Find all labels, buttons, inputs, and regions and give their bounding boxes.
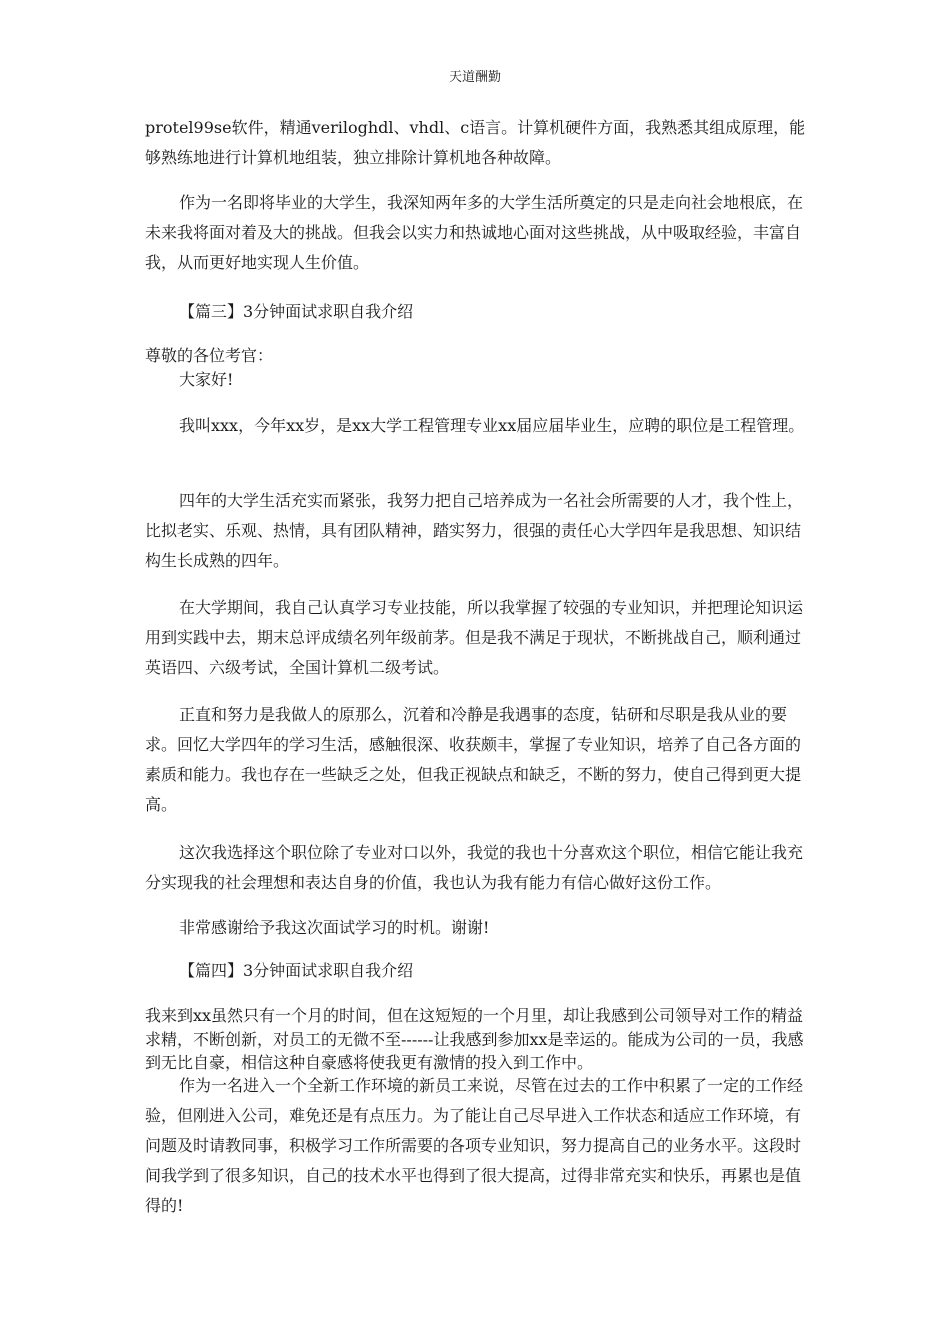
section-title-3: 【篇三】3分钟面试求职自我介绍: [179, 302, 414, 321]
paragraph-character: [145, 700, 810, 820]
paragraph-graduate: [145, 188, 810, 278]
paragraph-new-employee: [145, 1071, 810, 1221]
paragraph-text: protel99se软件，精通veriloghdl、vhdl、c语言。计算机硬件方面，我熟悉其组成原理，能够熟练地进行计算机地组装，独立排除计算机地各种故障。: [145, 118, 806, 167]
salutation-block: [145, 344, 810, 391]
paragraph-text: 在大学期间，我自己认真学习专业技能，所以我掌握了较强的专业知识，并把理论知识运用到实践中去，期末总评成绩名列年级前茅。但是我不满足于现状，不断挑战自己，顺利通过英语四、六级考试，全国计算机二级考试。: [145, 598, 804, 677]
paragraph-study: [145, 593, 810, 683]
paragraph-position: [145, 838, 810, 898]
paragraph-university-life: [145, 486, 810, 576]
paragraph-company: [145, 1004, 810, 1075]
greeting: 大家好!: [179, 369, 234, 389]
paragraph-thanks: [145, 913, 810, 943]
paragraph-text: 我来到xx虽然只有一个月的时间，但在这短短的一个月里，却让我感到公司领导对工作的精益求精，不断创新，对员工的无微不至------让我感到参加xx是幸运的。能成为公司的一员，我感到无比自豪，相信这种自豪感将使我更有激情的投入到工作中。: [145, 1006, 804, 1072]
section-title-4: 【篇四】3分钟面试求职自我介绍: [179, 961, 414, 980]
paragraph-skills: [145, 113, 810, 173]
page-header: 天道酬勤: [448, 70, 501, 85]
salutation: 尊敬的各位考官：: [145, 346, 274, 365]
paragraph-text: 非常感谢给予我这次面试学习的时机。谢谢!: [179, 918, 490, 937]
paragraph-intro: [145, 411, 810, 441]
paragraph-text: 作为一名即将毕业的大学生，我深知两年多的大学生活所奠定的只是走向社会地根底，在未来我将面对着及大的挑战。但我会以实力和热诚地心面对这些挑战，从中吸取经验，丰富自我，从而更好地实现人生价值。: [145, 193, 804, 272]
paragraph-text: 这次我选择这个职位除了专业对口以外，我觉的我也十分喜欢这个职位，相信它能让我充分实现我的社会理想和表达自身的价值，我也认为我有能力有信心做好这份工作。: [145, 843, 804, 892]
paragraph-text: 我叫xxx，今年xx岁，是xx大学工程管理专业xx届应届毕业生，应聘的职位是工程管理。: [179, 416, 805, 435]
paragraph-text: 正直和努力是我做人的原那么，沉着和冷静是我遇事的态度，钻研和尽职是我从业的要求。回忆大学四年的学习生活，感触很深、收获颇丰，掌握了专业知识，培养了自己各方面的素质和能力。我也存在一些缺乏之处，但我正视缺点和缺乏，不断的努力，使自己得到更大提高。: [145, 705, 802, 814]
paragraph-text: 四年的大学生活充实而紧张，我努力把自己培养成为一名社会所需要的人才，我个性上，比拟老实、乐观、热情，具有团队精神，踏实努力，很强的责任心大学四年是我思想、知识结构生长成熟的四年。: [145, 491, 804, 570]
paragraph-text: 作为一名进入一个全新工作环境的新员工来说，尽管在过去的工作中积累了一定的工作经验，但刚进入公司，难免还是有点压力。为了能让自己尽早进入工作状态和适应工作环境，有问题及时请教同事，积极学习工作所需要的各项专业知识，努力提高自己的业务水平。这段时间我学到了很多知识，自己的技术水平也得到了很大提高，过得非常充实和快乐，再累也是值得的!: [145, 1076, 804, 1215]
